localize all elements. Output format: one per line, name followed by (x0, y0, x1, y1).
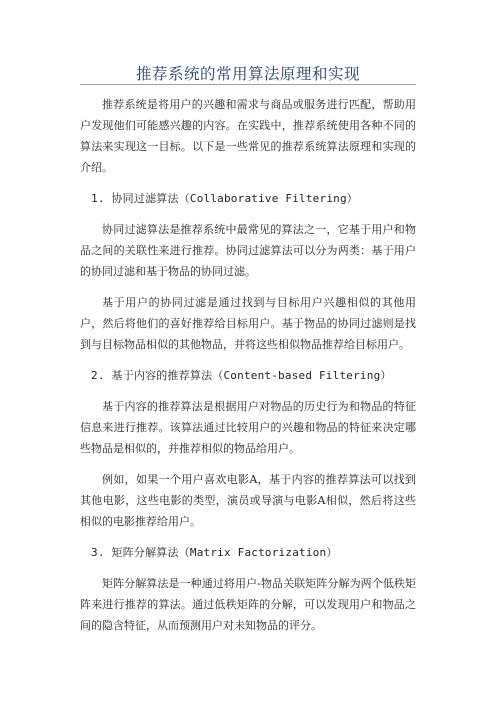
title-divider (80, 84, 416, 85)
section-heading-content-based-filtering: 2. 基于内容的推荐算法（Content-based Filtering） (91, 369, 392, 382)
section-heading-collaborative-filtering: 1. 协同过滤算法（Collaborative Filtering） (91, 192, 358, 205)
section-heading-matrix-factorization: 3. 矩阵分解算法（Matrix Factorization） (91, 546, 338, 559)
paragraph-content-based-overview: 基于内容的推荐算法是根据用户对物品的历史行为和物品的特征信息来进行推荐。该算法通过比较用户的兴趣和物品的特征来决定哪些物品是相似的，并推荐相似的物品给用户。 (80, 400, 416, 455)
document-title: 推荐系统的常用算法原理和实现 (135, 65, 360, 83)
paragraph-content-based-example: 例如，如果一个用户喜欢电影A，基于内容的推荐算法可以找到其他电影，这些电影的类型，演员或导演与电影A相似，然后将这些相似的电影推荐给用户。 (80, 473, 416, 528)
paragraph-user-item-based-cf: 基于用户的协同过滤是通过找到与目标用户兴趣相似的其他用户，然后将他们的喜好推荐给目标用户。基于物品的协同过滤则是找到与目标物品相似的其他物品，并将这些相似物品推荐给目标用户。 (80, 296, 416, 351)
document-body (80, 94, 416, 646)
paragraph-collaborative-filtering-overview: 协同过滤算法是推荐系统中最常见的算法之一，它基于用户和物品之间的关联性来进行推荐。协同过滤算法可以分为两类：基于用户的协同过滤和基于物品的协同过滤。 (80, 223, 416, 278)
paragraph-matrix-factorization-overview: 矩阵分解算法是一种通过将用户-物品关联矩阵分解为两个低秩矩阵来进行推荐的算法。通过低秩矩阵的分解，可以发现用户和物品之间的隐含特征，从而预测用户对未知物品的评分。 (80, 577, 416, 632)
intro-paragraph: 推荐系统是将用户的兴趣和需求与商品或服务进行匹配，帮助用户发现他们可能感兴趣的内容。在实践中，推荐系统使用各种不同的算法来实现这一目标。以下是一些常见的推荐系统算法原理和实现的介绍。 (80, 98, 416, 174)
